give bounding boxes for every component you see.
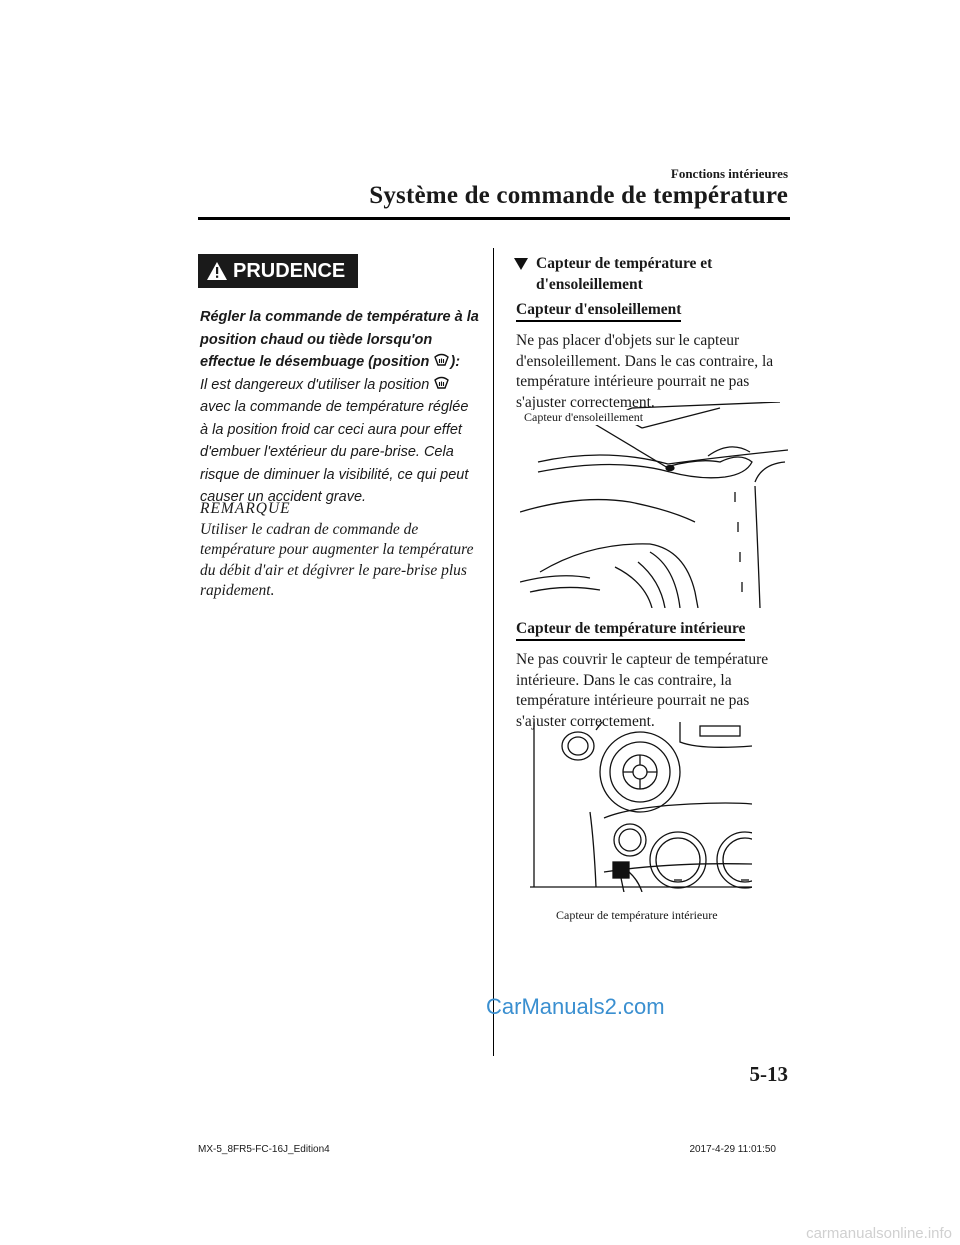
header-rule [198,217,790,220]
caution-bold-2: ): [450,354,461,370]
caution-banner [198,254,358,288]
triangle-down-icon [514,258,528,270]
warning-icon [206,261,228,281]
interior-temp-sensor-callout: Capteur de température intérieure [556,908,718,922]
caution-bold-1: Régler la commande de température à la position chaud ou tiède lorsqu'on effectue le désembuage (position [200,309,479,370]
defrost-icon [433,376,450,391]
sun-sensor-callout: Capteur d'ensoleillement [524,410,644,424]
sub-heading [514,254,784,295]
watermark: CarManuals2.com [486,994,665,1019]
section-label: Fonctions intérieures [670,166,788,181]
sun-sensor-text: Ne pas placer d'objets sur le capteur d'ensoleillement. Dans le cas contraire, la température intérieure pourrait ne pas s'ajuster correctement. [516,332,774,411]
sub-heading-text: Capteur de température et d'ensoleillement [536,255,713,293]
note-block [200,499,480,602]
note-text: Utiliser le cadran de commande de température pour augmenter la température du débit d'air et dégivrer le pare-brise plus rapidement. [200,520,474,599]
interior-temp-sensor-text: Ne pas couvrir le capteur de température intérieure. Dans le cas contraire, la température intérieure pourrait ne pas s'ajuster correctement. [516,651,769,730]
sun-sensor-illustration [520,402,788,608]
defrost-icon [433,353,450,368]
sun-sensor-heading: Capteur d'ensoleillement [516,301,681,322]
caution-text [200,306,480,509]
note-heading: REMARQUE [200,500,291,517]
site-watermark: carmanualsonline.info [806,1225,952,1242]
page-number: 5-13 [749,1062,788,1086]
caution-label: PRUDENCE [233,259,346,282]
interior-temp-sensor-heading: Capteur de température intérieure [516,620,745,641]
caution-body-1: Il est dangereux d'utiliser la position [200,376,434,393]
column-divider [493,248,494,1056]
document-id: MX-5_8FR5-FC-16J_Edition4 [198,1144,330,1155]
print-timestamp: 2017-4-29 11:01:50 [689,1144,776,1155]
interior-temp-sensor-illustration [530,722,752,892]
caution-body-2: avec la commande de température réglée à la position froid car ceci aura pour effet d'embuer l'extérieur du pare-brise. Cela risque de diminuer la visibilité, ce qui peut causer un accident grave. [200,399,469,505]
page-title: Système de commande de température [369,182,788,209]
